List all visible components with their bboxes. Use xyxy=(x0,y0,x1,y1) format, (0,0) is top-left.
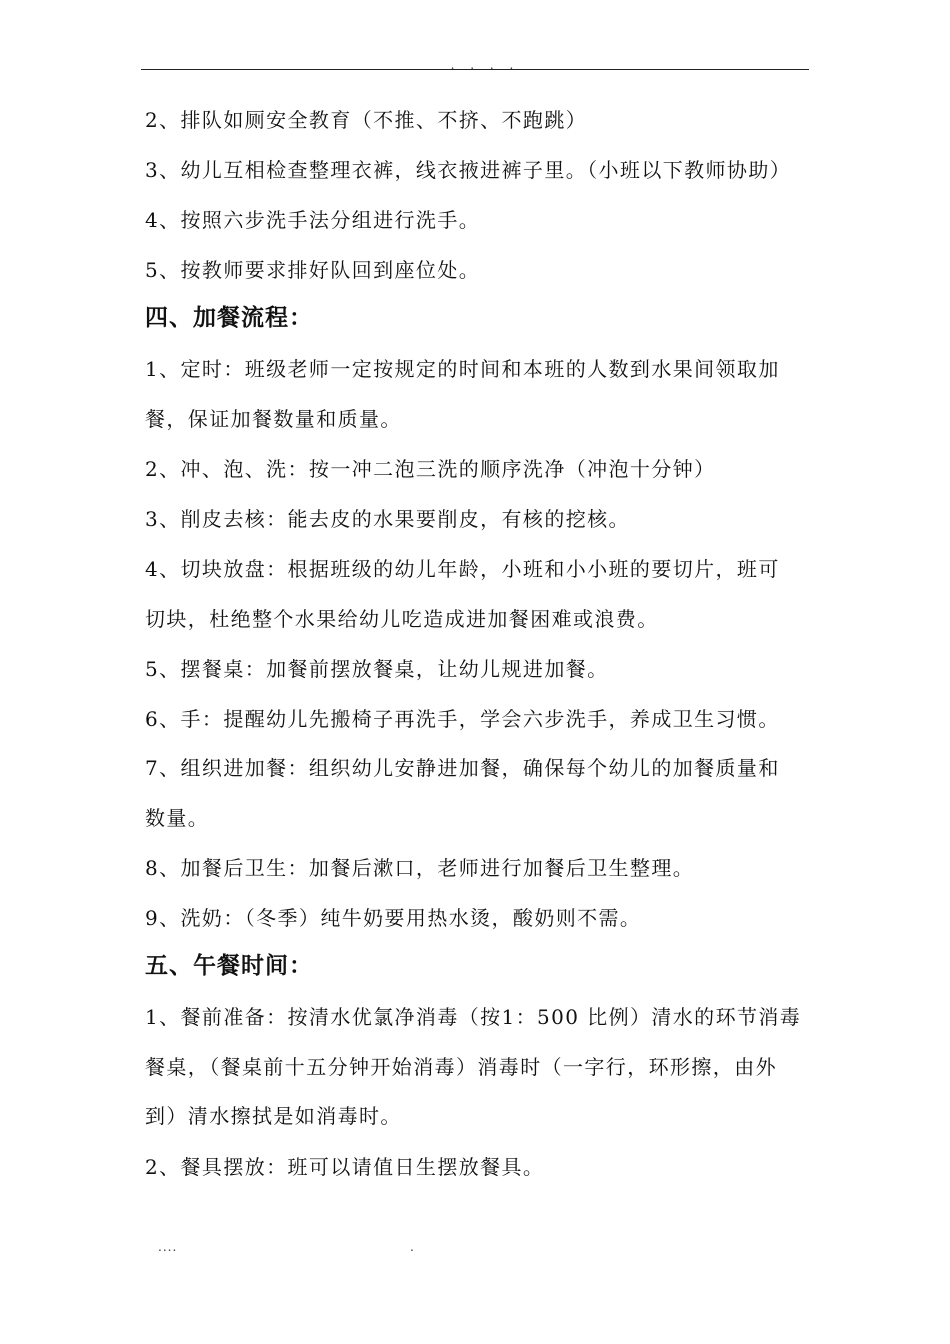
text-line: 餐，保证加餐数量和质量。 xyxy=(145,407,402,431)
footer-left-dots: .... xyxy=(158,1240,178,1254)
text-line: 4、按照六步洗手法分组进行洗手。 xyxy=(145,208,481,232)
text-line: 切块，杜绝整个水果给幼儿吃造成进加餐困难或浪费。 xyxy=(145,607,659,631)
header-rule xyxy=(141,69,809,70)
text-line: 5、摆餐桌：加餐前摆放餐桌，让幼儿规进加餐。 xyxy=(145,657,609,681)
text-line: 6、手：提醒幼儿先搬椅子再洗手，学会六步洗手，养成卫生习惯。 xyxy=(145,707,780,731)
text-line: 2、排队如厕安全教育（不推、不挤、不跑跳） xyxy=(145,108,588,132)
text-line: 8、加餐后卫生：加餐后漱口，老师进行加餐后卫生整理。 xyxy=(145,856,695,880)
text-line: 到）清水擦拭是如消毒时。 xyxy=(145,1104,402,1128)
section-heading: 四、加餐流程： xyxy=(145,305,313,331)
text-line: 4、切块放盘：根据班级的幼儿年龄，小班和小小班的要切片，班可 xyxy=(145,557,780,581)
text-line: 5、按教师要求排好队回到座位处。 xyxy=(145,258,481,282)
text-line: 3、幼儿互相检查整理衣裤，线衣掖进裤子里。（小班以下教师协助） xyxy=(145,158,792,182)
text-line: 9、洗奶：（冬季）纯牛奶要用热水烫，酸奶则不需。 xyxy=(145,906,642,930)
text-line: 3、削皮去核：能去皮的水果要削皮，有核的挖核。 xyxy=(145,507,630,531)
text-line: 1、定时：班级老师一定按规定的时间和本班的人数到水果间领取加 xyxy=(145,357,780,381)
header-dots: . . . . xyxy=(450,58,520,72)
section-heading: 五、午餐时间： xyxy=(145,953,313,979)
text-line: 1、餐前准备：按清水优氯净消毒（按1：500 比例）清水的环节消毒 xyxy=(145,1005,802,1029)
text-line: 7、组织进加餐：组织幼儿安静进加餐，确保每个幼儿的加餐质量和 xyxy=(145,756,780,780)
footer-center-dot: . xyxy=(410,1240,414,1254)
text-line: 2、餐具摆放：班可以请值日生摆放餐具。 xyxy=(145,1155,545,1179)
text-line: 数量。 xyxy=(145,806,210,830)
text-line: 2、冲、泡、洗：按一冲二泡三洗的顺序洗净（冲泡十分钟） xyxy=(145,457,716,481)
text-line: 餐桌，（餐桌前十五分钟开始消毒）消毒时（一字行，环形擦，由外 xyxy=(145,1055,777,1079)
